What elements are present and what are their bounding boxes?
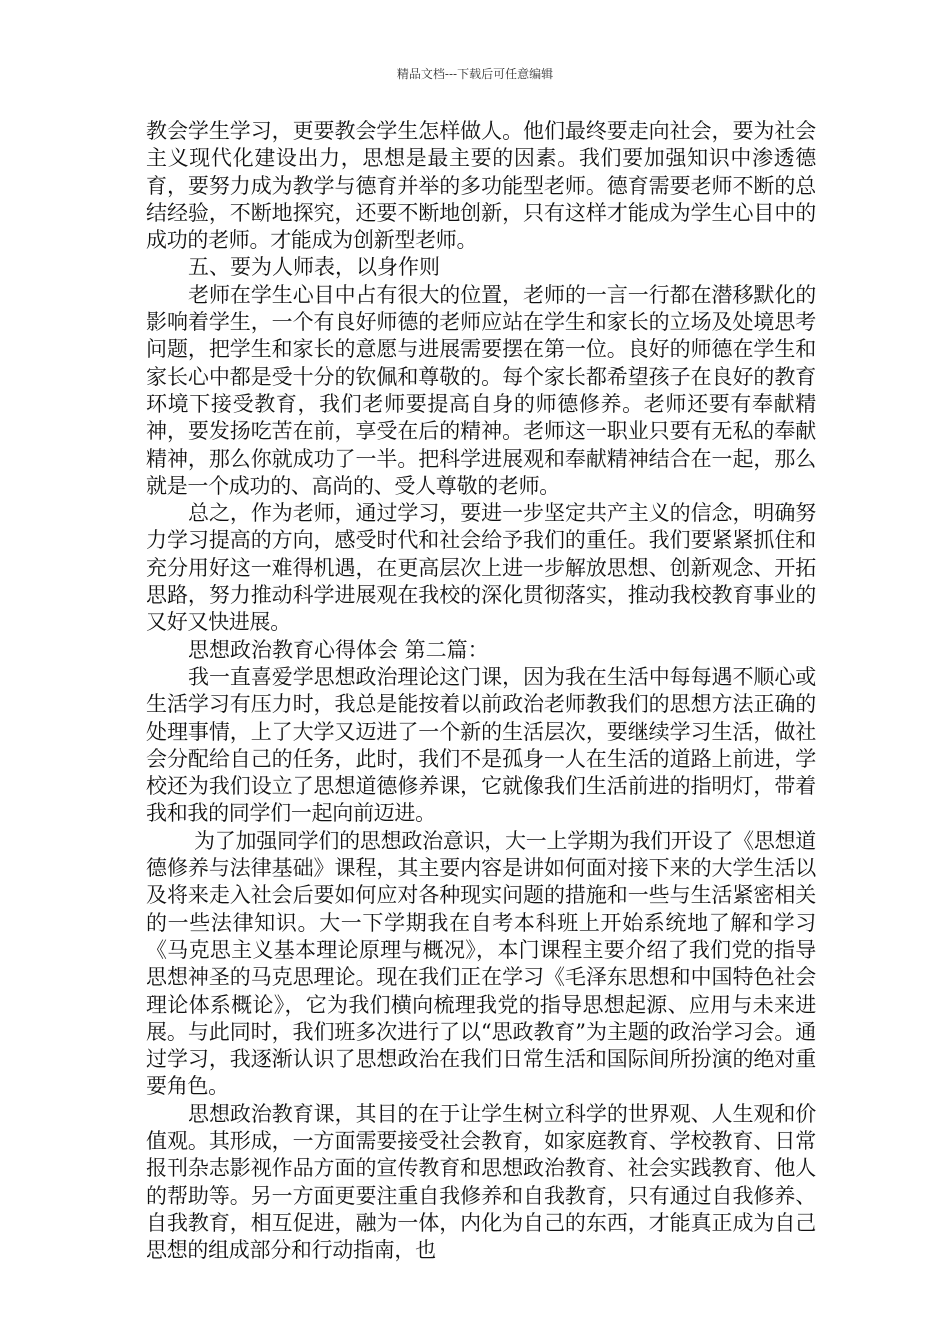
paragraph-education-purpose: 思想政治教育课，其目的在于让学生树立科学的世界观、人生观和价值观。其形成，一方面需要接受社会教育，如家庭教育、学校教育、日常报刊杂志影视作品方面的宣传教育和思想政治教育、社会实践教育、他人的帮助等。另一方面更要注重自我修养和自我教育，只有通过自我修养、自我教育，相互促进，融为一体，内化为自己的东西，才能真正成为自己思想的组成部分和行动指南，也 — [146, 1101, 816, 1263]
paragraph-intro: 教会学生学习，更要教会学生怎样做人。他们最终要走向社会，要为社会主义现代化建设出力，思想是最主要的因素。我们要加强知识中渗透德育，要努力成为教学与德育并举的多功能型老师。德育需要老师不断的总结经验，不断地探究，还要不断地创新，只有这样才能成为学生心目中的成功的老师。才能成为创新型老师。 — [146, 119, 816, 253]
section-heading-five: 五、要为人师表，以身作则 — [188, 255, 440, 280]
paragraph-conclusion: 总之，作为老师，通过学习，要进一步坚定共产主义的信念，明确努力学习提高的方向，感受时代和社会给予我们的重任。我们要紧紧抓住和充分用好这一难得机遇，在更高层次上进一步解放思想、创新观念、开拓思路，努力推动科学进展观在我校的深化贯彻落实，推动我校教育事业的又好又快进展。 — [146, 501, 816, 635]
page-header: 精品文档---下载后可任意编辑 — [396, 67, 554, 81]
paragraph-course-content: 为了加强同学们的思想政治意识，大一上学期为我们开设了《思想道德修养与法律基础》课程，其主要内容是讲如何面对接下来的大学生活以及将来走入社会后要如何应对各种现实问题的措施和一些与生活紧密相关的一些法律知识。大一下学期我在自考本科班上开始系统地了解和学习《马克思主义基本理论原理与概况》，本门课程主要介绍了我们党的指导思想神圣的马克思理论。现在我们正在学习《毛泽东思想和中国特色社会理论体系概论》，它为我们横向梳理我党的指导思想起源、应用与未来进展。与此同时，我们班多次进行了以“思政教育”为主题的政治学习会。通过学习，我逐渐认识了思想政治在我们日常生活和国际间所扮演的绝对重要角色。 — [146, 828, 816, 1099]
paragraph-love-of-course: 我一直喜爱学思想政治理论这门课，因为我在生活中每每遇不顺心或生活学习有压力时，我总是能按着以前政治老师教我们的思想方法正确的处理事情，上了大学又迈进了一个新的生活层次，要继续学习生活，做社会分配给自己的任务，此时，我们不是孤身一人在生活的道路上前进，学校还为我们设立了思想道德修养课，它就像我们生活前进的指明灯，带着我和我的同学们一起向前迈进。 — [146, 664, 816, 826]
section-heading-part-two: 思想政治教育心得体会 第二篇： — [188, 637, 489, 662]
document-body — [146, 118, 816, 1264]
paragraph-role-model: 老师在学生心目中占有很大的位置，老师的一言一行都在潜移默化的影响着学生，一个有良好师德的老师应站在学生和家长的立场及处境思考问题，把学生和家长的意愿与进展需要摆在第一位。良好的师德在学生和家长心中都是受十分的钦佩和尊敬的。每个家长都希望孩子在良好的教育环境下接受教育，我们老师要提高自身的师德修养。老师还要有奉献精神，要发扬吃苦在前，享受在后的精神。老师这一职业只要有无私的奉献精神，那么你就成功了一半。把科学进展观和奉献精神结合在一起，那么就是一个成功的、高尚的、受人尊敬的老师。 — [146, 282, 816, 498]
